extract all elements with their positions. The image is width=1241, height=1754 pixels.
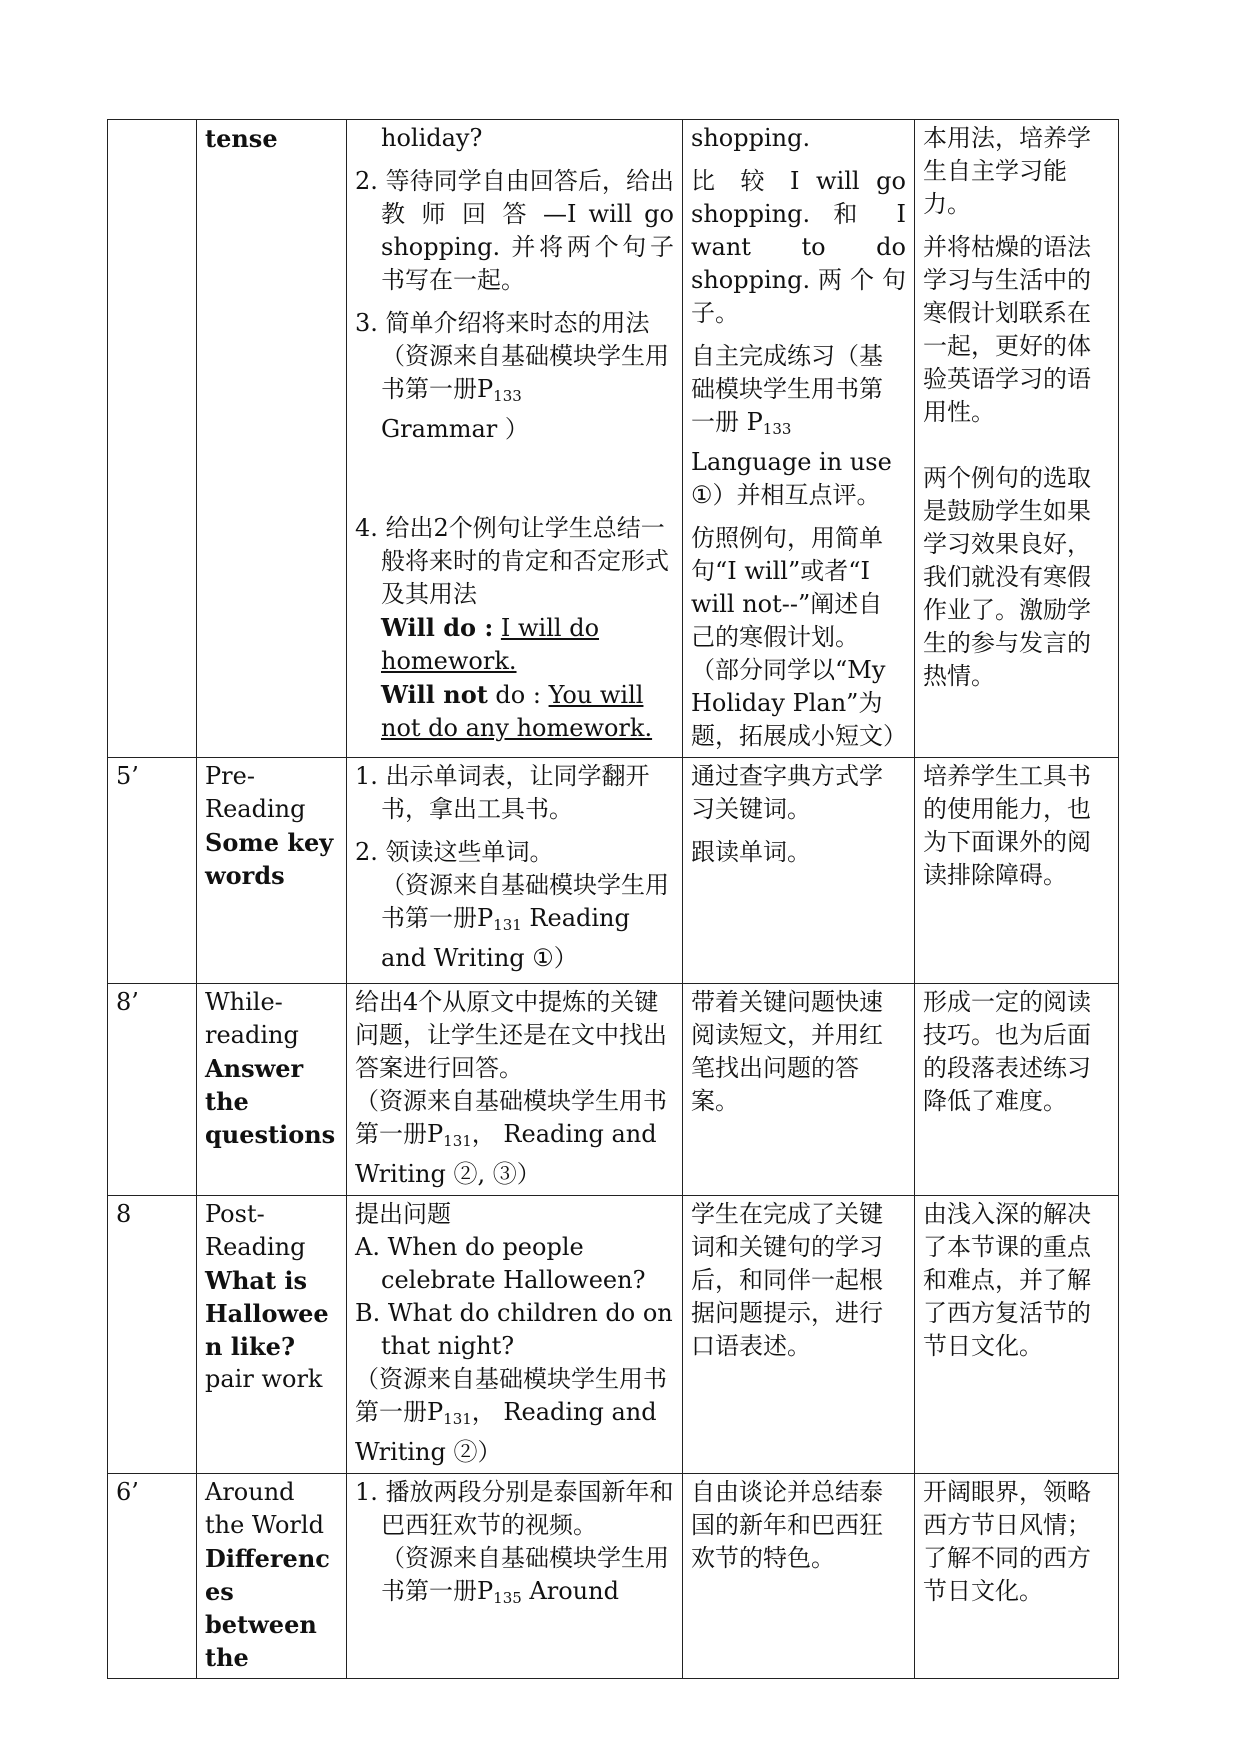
purpose-cell [915,1474,1119,1679]
time-cell: 5’ [108,758,197,984]
student-line: 通过查字典方式学习关键词。 [691,762,883,823]
student-activity-cell [683,984,915,1196]
stage-title: Post-Reading [205,1200,306,1261]
purpose-text: 两个例句的选取是鼓励学生如果学习效果良好，我们就没有寒假作业了。激励学生的参与发言的热情。 [923,464,1091,690]
teacher-step-3: 3. 简单介绍将来时态的用法（资源来自基础模块学生用书第一册$P_{133}$ Grammar ） [355,309,669,443]
table-row [108,1196,1119,1474]
stage-bold: tense [205,124,278,153]
teacher-activity-cell [347,1196,683,1474]
teacher-activity-cell [347,120,683,758]
teacher-step-2: 2. 等待同学自由回答后，给出 教 师 回 答 —I will go shopping. 并将两个句子书写在一起。 [355,167,674,294]
stage-title: While-reading [205,988,299,1049]
lesson-plan-table [107,119,1119,1679]
student-activity-cell [683,1474,915,1679]
teacher-source: （资源来自基础模块学生用书第一册$P_{131}$， Reading and Writing ②, ③） [355,1087,667,1188]
teacher-step-2: 2. 领读这些单词。 [355,838,554,866]
student-activity-cell [683,1196,915,1474]
purpose-text: 形成一定的阅读技巧。也为后面的段落表述练习降低了难度。 [923,988,1091,1115]
stage-cell [197,758,347,984]
student-line: 仿照例句，用简单句“I will”或者“I will not--”阐述自己的寒假计划。 [691,524,883,651]
stage-cell [197,984,347,1196]
table-row [108,1474,1119,1679]
table-row [108,758,1119,984]
stage-bold: What is Halloween like? [205,1266,329,1361]
teacher-line: holiday? [381,124,483,152]
table-row [108,120,1119,758]
student-line: 自主完成练习（基础模块学生用书第一册 $P_{133}$ Language in use ①）并相互点评。 [691,342,892,509]
student-line: 带着关键问题快速阅读短文，并用红笔找出问题的答案。 [691,988,883,1115]
time-cell: 8’ [108,984,197,1196]
student-line: 自由谈论并总结泰国的新年和巴西狂欢节的特色。 [691,1478,883,1572]
purpose-cell [915,758,1119,984]
student-line: 跟读单词。 [691,838,811,866]
student-line: （部分同学以“My Holiday Plan”为题，拓展成小短文） [691,656,907,750]
purpose-text: 并将枯燥的语法学习与生活中的寒假计划联系在一起，更好的体验英语学习的语用性。 [923,233,1091,426]
question-b: B. What do children do on that night? [355,1299,673,1360]
purpose-text: 由浅入深的解决了本节课的重点和难点，并了解了西方复活节的节日文化。 [923,1200,1091,1360]
student-activity-cell [683,758,915,984]
stage-bold: Differences between the [205,1544,330,1672]
teacher-activity-cell [347,984,683,1196]
stage-note: pair work [205,1365,323,1393]
teacher-source: （资源来自基础模块学生用书第一册$P_{131}$ Reading and Writing ①） [381,871,669,972]
example-2: Will not do : You will not do any homework. [381,680,653,742]
stage-cell [197,120,347,758]
teacher-step-1: 1. 出示单词表，让同学翻开书，拿出工具书。 [355,762,650,823]
student-activity-cell [683,120,915,758]
stage-cell [197,1196,347,1474]
purpose-text: 开阔眼界，领略西方节日风情；了解不同的西方节日文化。 [923,1478,1091,1605]
teacher-text: 给出4个从原文中提炼的关键问题，让学生还是在文中找出答案进行回答。 [355,988,667,1082]
teacher-source: （资源来自基础模块学生用书第一册$P_{131}$， Reading and Writing ②） [355,1365,667,1466]
stage-title: Pre-Reading [205,762,306,823]
purpose-cell [915,1196,1119,1474]
example-1: Will do : I will do homework. [381,613,600,675]
teacher-activity-cell [347,758,683,984]
question-a: A. When do people celebrate Halloween? [355,1233,646,1294]
time-cell: 6’ [108,1474,197,1679]
purpose-text: 本用法，培养学生自主学习能力。 [923,124,1091,218]
purpose-cell [915,984,1119,1196]
stage-title: Around the World [205,1478,324,1539]
teacher-text: 提出问题 [355,1200,451,1228]
student-line: 学生在完成了关键词和关键句的学习后，和同伴一起根据问题提示，进行口语表述。 [691,1200,883,1360]
teacher-activity-cell [347,1474,683,1679]
teacher-step-4: 4. 给出2个例句让学生总结一般将来时的肯定和否定形式及其用法 [355,514,669,608]
time-cell: 8 [108,1196,197,1474]
teacher-source: （资源来自基础模块学生用书第一册$P_{135}$ Around [381,1544,669,1607]
teacher-step-1: 1. 播放两段分别是泰国新年和巴西狂欢节的视频。 [355,1478,674,1539]
purpose-cell [915,120,1119,758]
stage-cell [197,1474,347,1679]
student-line: 比 较 I will go shopping. 和 I want to do shopping.两个句子。 [691,167,906,327]
table-row [108,984,1119,1196]
time-cell [108,120,197,758]
stage-bold: Answer the questions [205,1054,336,1149]
purpose-text: 培养学生工具书的使用能力，也为下面课外的阅读排除障碍。 [923,762,1091,889]
student-line: shopping. [691,124,811,152]
stage-bold: Some key words [205,828,334,890]
